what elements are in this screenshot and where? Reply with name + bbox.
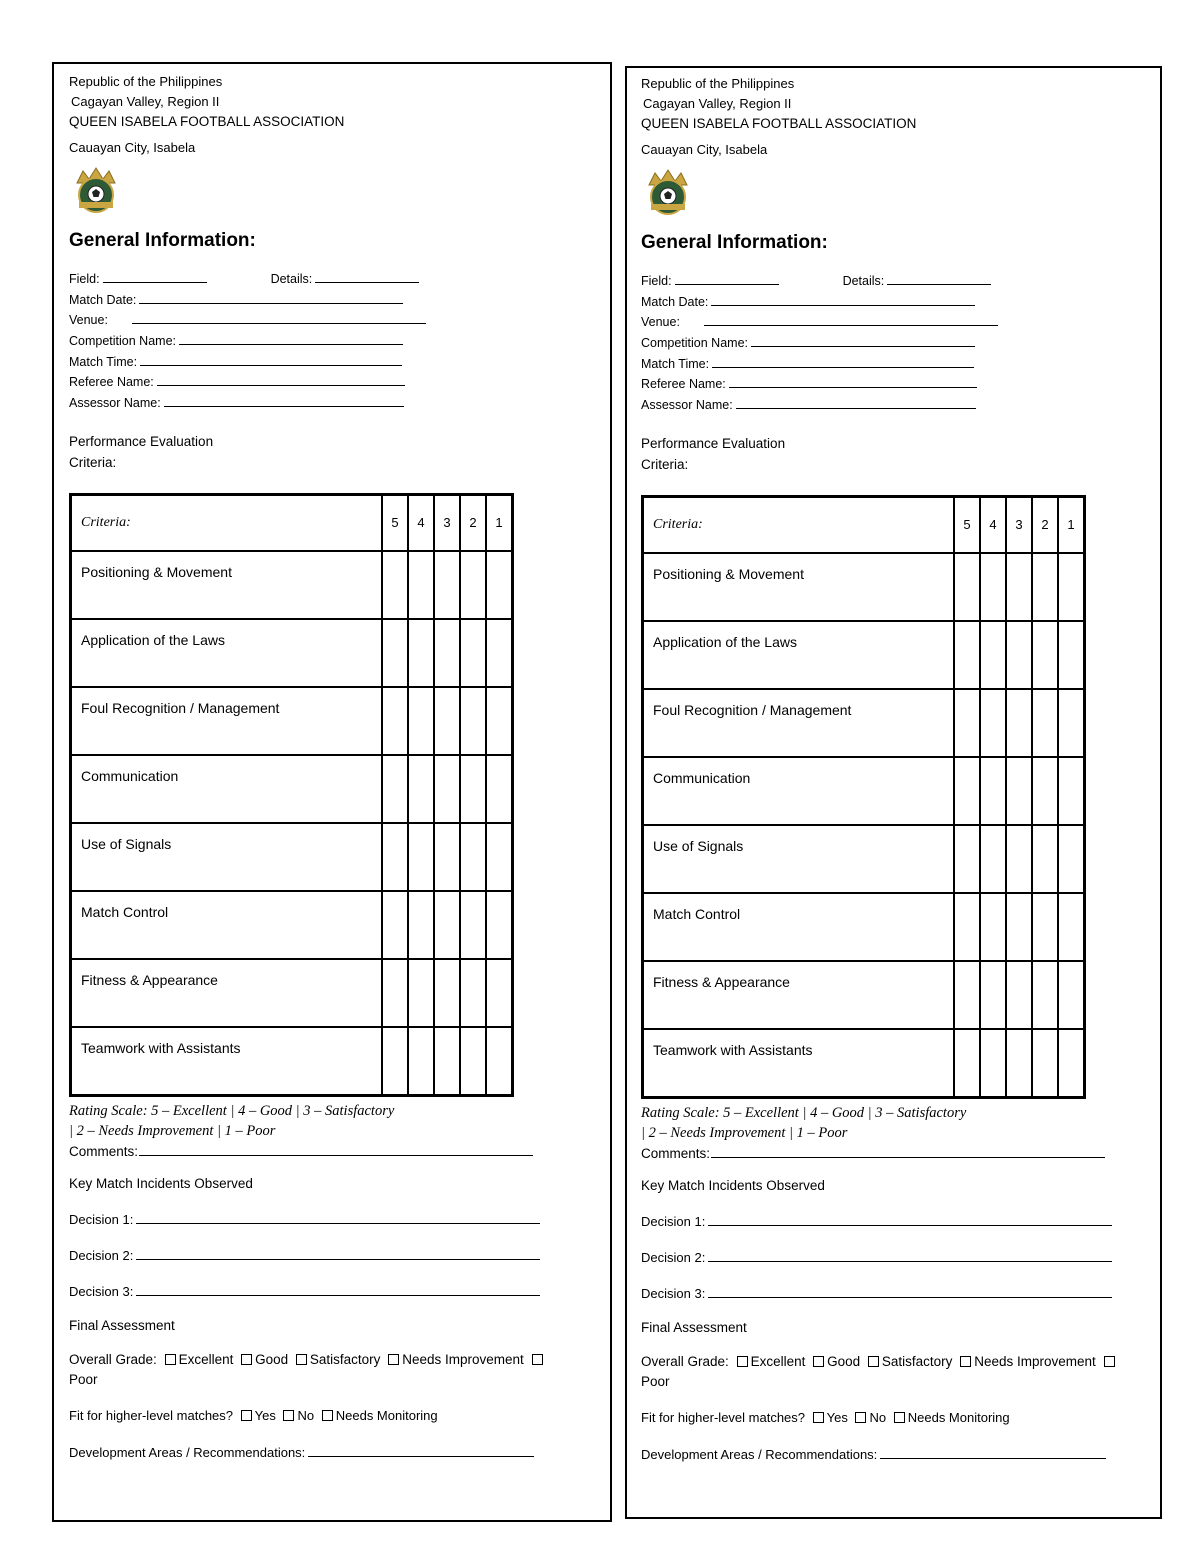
final-assessment-title: Final Assessment bbox=[641, 1319, 747, 1335]
match-date-label: Match Date: bbox=[641, 294, 709, 309]
criteria-row bbox=[71, 823, 513, 891]
incidents-title: Key Match Incidents Observed bbox=[641, 1177, 825, 1193]
score-cell[interactable] bbox=[1058, 621, 1085, 689]
score-header: 4 bbox=[980, 496, 1006, 553]
grade-option: Good bbox=[827, 1353, 861, 1369]
score-cell[interactable] bbox=[460, 755, 486, 823]
grade-option: Needs Improvement bbox=[974, 1353, 1096, 1369]
performance-criteria-label: Criteria: bbox=[69, 454, 117, 470]
comments-label: Comments: bbox=[641, 1145, 711, 1161]
referee-row bbox=[69, 372, 602, 393]
score-cell[interactable] bbox=[460, 959, 486, 1027]
score-header: 1 bbox=[1058, 496, 1085, 553]
score-cell[interactable] bbox=[460, 687, 486, 755]
development-row bbox=[69, 1442, 602, 1464]
referee-label: Referee Name: bbox=[69, 375, 154, 390]
association-name: QUEEN ISABELA FOOTBALL ASSOCIATION bbox=[641, 116, 917, 131]
score-cell[interactable] bbox=[1032, 757, 1058, 825]
field-row bbox=[641, 271, 1152, 292]
fit-label: Fit for higher-level matches? bbox=[69, 1407, 234, 1423]
fit-option: No bbox=[869, 1409, 887, 1425]
criteria-row bbox=[71, 891, 513, 959]
fit-option: Needs Monitoring bbox=[907, 1409, 1010, 1425]
score-cell[interactable] bbox=[382, 1027, 408, 1096]
score-header: 3 bbox=[1006, 496, 1032, 553]
region-line: Cagayan Valley, Region II bbox=[71, 94, 220, 109]
criteria-table bbox=[69, 493, 514, 1097]
performance-heading bbox=[641, 433, 1152, 475]
criteria-name: Foul Recognition / Management bbox=[71, 687, 383, 755]
grade-checkbox[interactable] bbox=[532, 1354, 543, 1365]
score-cell[interactable] bbox=[980, 961, 1006, 1029]
criteria-row bbox=[643, 961, 1085, 1029]
performance-heading bbox=[69, 431, 602, 473]
details-input[interactable] bbox=[887, 273, 991, 285]
criteria-name: Positioning & Movement bbox=[71, 551, 383, 619]
criteria-row bbox=[643, 1029, 1085, 1098]
grade-option: Good bbox=[255, 1351, 289, 1367]
score-cell[interactable] bbox=[434, 823, 460, 891]
grade-option: Satisfactory bbox=[881, 1353, 953, 1369]
decision-label: Decision 3: bbox=[641, 1285, 706, 1301]
match-time-label: Match Time: bbox=[641, 356, 710, 371]
criteria-row bbox=[71, 687, 513, 755]
association-logo-icon bbox=[641, 167, 695, 219]
fit-checkbox[interactable] bbox=[894, 1412, 905, 1423]
development-label: Development Areas / Recommendations: bbox=[69, 1444, 306, 1460]
score-cell[interactable] bbox=[1058, 553, 1085, 621]
criteria-row bbox=[71, 755, 513, 823]
assessor-label: Assessor Name: bbox=[69, 396, 161, 411]
score-cell[interactable] bbox=[434, 891, 460, 959]
score-cell[interactable] bbox=[408, 619, 434, 687]
score-cell[interactable] bbox=[460, 619, 486, 687]
venue-input[interactable] bbox=[132, 312, 426, 324]
development-input[interactable] bbox=[308, 1445, 534, 1457]
criteria-name: Application of the Laws bbox=[71, 619, 383, 687]
decision-label: Decision 1: bbox=[69, 1211, 134, 1227]
decision-row bbox=[69, 1245, 602, 1267]
criteria-name: Fitness & Appearance bbox=[71, 959, 383, 1027]
criteria-row bbox=[643, 553, 1085, 621]
grade-option: Excellent bbox=[750, 1353, 806, 1369]
performance-criteria-label: Criteria: bbox=[641, 456, 689, 472]
score-cell[interactable] bbox=[1058, 757, 1085, 825]
score-cell[interactable] bbox=[954, 689, 980, 757]
score-cell[interactable] bbox=[408, 1027, 434, 1096]
grade-option: Needs Improvement bbox=[402, 1351, 524, 1367]
score-cell[interactable] bbox=[486, 959, 513, 1027]
field-label: Field: bbox=[641, 274, 672, 288]
score-header: 5 bbox=[382, 494, 408, 551]
criteria-row bbox=[643, 757, 1085, 825]
development-row bbox=[641, 1444, 1152, 1466]
score-cell[interactable] bbox=[980, 553, 1006, 621]
grade-checkbox[interactable] bbox=[737, 1356, 748, 1367]
score-cell[interactable] bbox=[434, 1027, 460, 1096]
assessor-input[interactable] bbox=[164, 395, 404, 407]
score-cell[interactable] bbox=[980, 893, 1006, 961]
overall-grade-label: Overall Grade: bbox=[641, 1353, 729, 1369]
criteria-name: Fitness & Appearance bbox=[643, 961, 955, 1029]
comments-row bbox=[641, 1143, 1152, 1165]
score-header: 4 bbox=[408, 494, 434, 551]
association-name: QUEEN ISABELA FOOTBALL ASSOCIATION bbox=[69, 114, 345, 129]
match-date-input[interactable] bbox=[139, 292, 403, 304]
decision-input[interactable] bbox=[708, 1214, 1112, 1226]
incidents-title: Key Match Incidents Observed bbox=[69, 1175, 253, 1191]
score-cell[interactable] bbox=[954, 1029, 980, 1098]
score-cell[interactable] bbox=[1006, 893, 1032, 961]
score-cell[interactable] bbox=[980, 689, 1006, 757]
performance-title: Performance Evaluation bbox=[641, 435, 786, 451]
grade-checkbox[interactable] bbox=[388, 1354, 399, 1365]
criteria-name: Application of the Laws bbox=[643, 621, 955, 689]
score-cell[interactable] bbox=[434, 551, 460, 619]
fit-option: Needs Monitoring bbox=[335, 1407, 438, 1423]
decision-label: Decision 3: bbox=[69, 1283, 134, 1299]
match-date-label: Match Date: bbox=[69, 292, 137, 307]
score-cell[interactable] bbox=[460, 891, 486, 959]
score-cell[interactable] bbox=[1006, 961, 1032, 1029]
decision-input[interactable] bbox=[708, 1250, 1112, 1262]
rating-scale bbox=[641, 1103, 1152, 1143]
decision-input[interactable] bbox=[136, 1248, 540, 1260]
competition-row bbox=[641, 333, 1152, 354]
fit-label: Fit for higher-level matches? bbox=[641, 1409, 806, 1425]
score-cell[interactable] bbox=[1006, 757, 1032, 825]
rating-scale-line-2: | 2 – Needs Improvement | 1 – Poor bbox=[641, 1124, 848, 1141]
assessment-form-left bbox=[52, 62, 612, 1522]
score-cell[interactable] bbox=[434, 959, 460, 1027]
score-cell[interactable] bbox=[1058, 825, 1085, 893]
score-cell[interactable] bbox=[954, 621, 980, 689]
competition-row bbox=[69, 331, 602, 352]
fit-checkbox[interactable] bbox=[855, 1412, 866, 1423]
field-row bbox=[69, 269, 602, 290]
performance-title: Performance Evaluation bbox=[69, 433, 214, 449]
decision-row bbox=[641, 1283, 1152, 1305]
criteria-name: Teamwork with Assistants bbox=[71, 1027, 383, 1096]
match-date-input[interactable] bbox=[711, 294, 975, 306]
score-cell[interactable] bbox=[408, 891, 434, 959]
score-cell[interactable] bbox=[980, 621, 1006, 689]
grade-option: Satisfactory bbox=[309, 1351, 381, 1367]
score-cell[interactable] bbox=[1032, 893, 1058, 961]
fit-checkbox[interactable] bbox=[322, 1410, 333, 1421]
general-info-title: General Information: bbox=[69, 230, 256, 251]
criteria-name: Communication bbox=[643, 757, 955, 825]
fit-option: No bbox=[297, 1407, 315, 1423]
score-cell[interactable] bbox=[980, 757, 1006, 825]
fit-checkbox[interactable] bbox=[241, 1410, 252, 1421]
score-cell[interactable] bbox=[980, 825, 1006, 893]
fit-checkbox[interactable] bbox=[813, 1412, 824, 1423]
score-cell[interactable] bbox=[486, 891, 513, 959]
comments-input[interactable] bbox=[139, 1144, 533, 1156]
score-cell[interactable] bbox=[434, 755, 460, 823]
grade-checkbox[interactable] bbox=[296, 1354, 307, 1365]
score-cell[interactable] bbox=[486, 755, 513, 823]
decision-row bbox=[641, 1247, 1152, 1269]
score-cell[interactable] bbox=[954, 825, 980, 893]
general-fields bbox=[69, 269, 602, 414]
score-cell[interactable] bbox=[1032, 961, 1058, 1029]
referee-label: Referee Name: bbox=[641, 377, 726, 392]
criteria-header: Criteria: bbox=[71, 494, 383, 551]
score-cell[interactable] bbox=[382, 619, 408, 687]
country-line: Republic of the Philippines bbox=[641, 76, 795, 91]
grade-checkbox[interactable] bbox=[960, 1356, 971, 1367]
score-cell[interactable] bbox=[980, 1029, 1006, 1098]
match-date-row bbox=[69, 290, 602, 311]
score-cell[interactable] bbox=[1006, 825, 1032, 893]
score-cell[interactable] bbox=[954, 553, 980, 621]
overall-grade-row bbox=[641, 1352, 1146, 1392]
fit-row bbox=[69, 1405, 602, 1427]
score-cell[interactable] bbox=[1032, 825, 1058, 893]
score-cell[interactable] bbox=[1058, 893, 1085, 961]
decision-label: Decision 2: bbox=[641, 1249, 706, 1265]
fit-row bbox=[641, 1407, 1152, 1429]
score-cell[interactable] bbox=[460, 1027, 486, 1096]
comments-input[interactable] bbox=[711, 1146, 1105, 1158]
criteria-name: Teamwork with Assistants bbox=[643, 1029, 955, 1098]
score-cell[interactable] bbox=[408, 959, 434, 1027]
development-label: Development Areas / Recommendations: bbox=[641, 1446, 878, 1462]
score-cell[interactable] bbox=[382, 755, 408, 823]
score-cell[interactable] bbox=[1006, 1029, 1032, 1098]
score-cell[interactable] bbox=[382, 823, 408, 891]
criteria-header-row bbox=[71, 494, 513, 551]
decision-label: Decision 1: bbox=[641, 1213, 706, 1229]
score-cell[interactable] bbox=[382, 959, 408, 1027]
rating-scale-line-1: Rating Scale: 5 – Excellent | 4 – Good | 3 – Satisfactory bbox=[69, 1102, 395, 1119]
referee-row bbox=[641, 374, 1152, 395]
decision-row bbox=[69, 1281, 602, 1303]
score-cell[interactable] bbox=[408, 755, 434, 823]
match-time-label: Match Time: bbox=[69, 354, 138, 369]
criteria-row bbox=[71, 619, 513, 687]
criteria-row bbox=[643, 689, 1085, 757]
score-header: 2 bbox=[460, 494, 486, 551]
criteria-row bbox=[643, 893, 1085, 961]
association-logo-icon bbox=[69, 165, 123, 217]
competition-label: Competition Name: bbox=[69, 334, 176, 349]
criteria-row bbox=[643, 621, 1085, 689]
criteria-header-row bbox=[643, 496, 1085, 553]
general-info-title: General Information: bbox=[641, 232, 828, 253]
venue-label: Venue: bbox=[641, 315, 680, 330]
venue-row bbox=[641, 312, 1152, 333]
decision-row bbox=[641, 1211, 1152, 1233]
rating-scale bbox=[69, 1101, 602, 1141]
score-cell[interactable] bbox=[486, 1027, 513, 1096]
assessor-row bbox=[69, 393, 602, 414]
score-cell[interactable] bbox=[382, 551, 408, 619]
score-cell[interactable] bbox=[408, 551, 434, 619]
comments-row bbox=[69, 1141, 602, 1163]
criteria-row bbox=[71, 1027, 513, 1096]
details-label: Details: bbox=[270, 272, 313, 286]
score-cell[interactable] bbox=[1032, 689, 1058, 757]
region-line: Cagayan Valley, Region II bbox=[643, 96, 792, 111]
score-cell[interactable] bbox=[1032, 621, 1058, 689]
competition-label: Competition Name: bbox=[641, 336, 748, 351]
criteria-name: Match Control bbox=[71, 891, 383, 959]
score-cell[interactable] bbox=[1032, 1029, 1058, 1098]
details-input[interactable] bbox=[315, 271, 419, 283]
field-input[interactable] bbox=[103, 271, 207, 283]
decision-input[interactable] bbox=[136, 1284, 540, 1296]
rating-scale-line-2: | 2 – Needs Improvement | 1 – Poor bbox=[69, 1122, 276, 1139]
venue-row bbox=[69, 310, 602, 331]
criteria-row bbox=[643, 825, 1085, 893]
fit-option: Yes bbox=[826, 1409, 848, 1425]
form-content bbox=[641, 74, 1152, 1466]
development-input[interactable] bbox=[880, 1447, 1106, 1459]
competition-input[interactable] bbox=[179, 333, 403, 345]
field-label: Field: bbox=[69, 272, 100, 286]
score-cell[interactable] bbox=[382, 891, 408, 959]
overall-grade-label: Overall Grade: bbox=[69, 1351, 157, 1367]
score-cell[interactable] bbox=[486, 823, 513, 891]
score-cell[interactable] bbox=[408, 823, 434, 891]
grade-option: Poor bbox=[69, 1371, 98, 1387]
score-header: 1 bbox=[486, 494, 513, 551]
score-cell[interactable] bbox=[1058, 961, 1085, 1029]
country-line: Republic of the Philippines bbox=[69, 74, 223, 89]
score-cell[interactable] bbox=[486, 619, 513, 687]
match-date-row bbox=[641, 292, 1152, 313]
score-cell[interactable] bbox=[954, 893, 980, 961]
match-time-input[interactable] bbox=[140, 354, 402, 366]
score-cell[interactable] bbox=[954, 757, 980, 825]
decision-input[interactable] bbox=[136, 1212, 540, 1224]
score-cell[interactable] bbox=[408, 687, 434, 755]
decision-label: Decision 2: bbox=[69, 1247, 134, 1263]
score-cell[interactable] bbox=[434, 619, 460, 687]
score-cell[interactable] bbox=[1058, 689, 1085, 757]
match-time-input[interactable] bbox=[712, 356, 974, 368]
overall-grade-row bbox=[69, 1350, 574, 1390]
assessor-label: Assessor Name: bbox=[641, 398, 733, 413]
criteria-name: Communication bbox=[71, 755, 383, 823]
match-time-row bbox=[69, 352, 602, 373]
referee-input[interactable] bbox=[157, 374, 405, 386]
city-line: Cauayan City, Isabela bbox=[69, 140, 196, 155]
form-content bbox=[69, 72, 602, 1464]
score-cell[interactable] bbox=[1006, 689, 1032, 757]
criteria-row bbox=[71, 551, 513, 619]
grade-checkbox[interactable] bbox=[813, 1356, 824, 1367]
field-input[interactable] bbox=[675, 273, 779, 285]
venue-input[interactable] bbox=[704, 314, 998, 326]
score-cell[interactable] bbox=[460, 823, 486, 891]
criteria-row bbox=[71, 959, 513, 1027]
decision-row bbox=[69, 1209, 602, 1231]
score-cell[interactable] bbox=[1058, 1029, 1085, 1098]
score-header: 5 bbox=[954, 496, 980, 553]
score-cell[interactable] bbox=[486, 551, 513, 619]
grade-option: Excellent bbox=[178, 1351, 234, 1367]
referee-input[interactable] bbox=[729, 376, 977, 388]
assessor-row bbox=[641, 395, 1152, 416]
comments-label: Comments: bbox=[69, 1143, 139, 1159]
score-cell[interactable] bbox=[1032, 553, 1058, 621]
venue-label: Venue: bbox=[69, 313, 108, 328]
fit-option: Yes bbox=[254, 1407, 276, 1423]
score-cell[interactable] bbox=[382, 687, 408, 755]
score-cell[interactable] bbox=[1006, 553, 1032, 621]
grade-checkbox[interactable] bbox=[241, 1354, 252, 1365]
score-header: 2 bbox=[1032, 496, 1058, 553]
grade-option: Poor bbox=[641, 1373, 670, 1389]
criteria-name: Match Control bbox=[643, 893, 955, 961]
grade-checkbox[interactable] bbox=[868, 1356, 879, 1367]
score-cell[interactable] bbox=[434, 687, 460, 755]
decision-input[interactable] bbox=[708, 1286, 1112, 1298]
criteria-table bbox=[641, 495, 1086, 1099]
score-cell[interactable] bbox=[1006, 621, 1032, 689]
criteria-name: Use of Signals bbox=[71, 823, 383, 891]
details-label: Details: bbox=[842, 274, 885, 288]
fit-checkbox[interactable] bbox=[283, 1410, 294, 1421]
city-line: Cauayan City, Isabela bbox=[641, 142, 768, 157]
score-cell[interactable] bbox=[486, 687, 513, 755]
grade-checkbox[interactable] bbox=[165, 1354, 176, 1365]
grade-checkbox[interactable] bbox=[1104, 1356, 1115, 1367]
assessor-input[interactable] bbox=[736, 397, 976, 409]
criteria-name: Use of Signals bbox=[643, 825, 955, 893]
criteria-name: Positioning & Movement bbox=[643, 553, 955, 621]
criteria-name: Foul Recognition / Management bbox=[643, 689, 955, 757]
criteria-header: Criteria: bbox=[643, 496, 955, 553]
competition-input[interactable] bbox=[751, 335, 975, 347]
match-time-row bbox=[641, 354, 1152, 375]
score-cell[interactable] bbox=[460, 551, 486, 619]
final-assessment-title: Final Assessment bbox=[69, 1317, 175, 1333]
rating-scale-line-1: Rating Scale: 5 – Excellent | 4 – Good | 3 – Satisfactory bbox=[641, 1104, 967, 1121]
score-header: 3 bbox=[434, 494, 460, 551]
assessment-form-right bbox=[625, 66, 1162, 1519]
general-fields bbox=[641, 271, 1152, 416]
score-cell[interactable] bbox=[954, 961, 980, 1029]
